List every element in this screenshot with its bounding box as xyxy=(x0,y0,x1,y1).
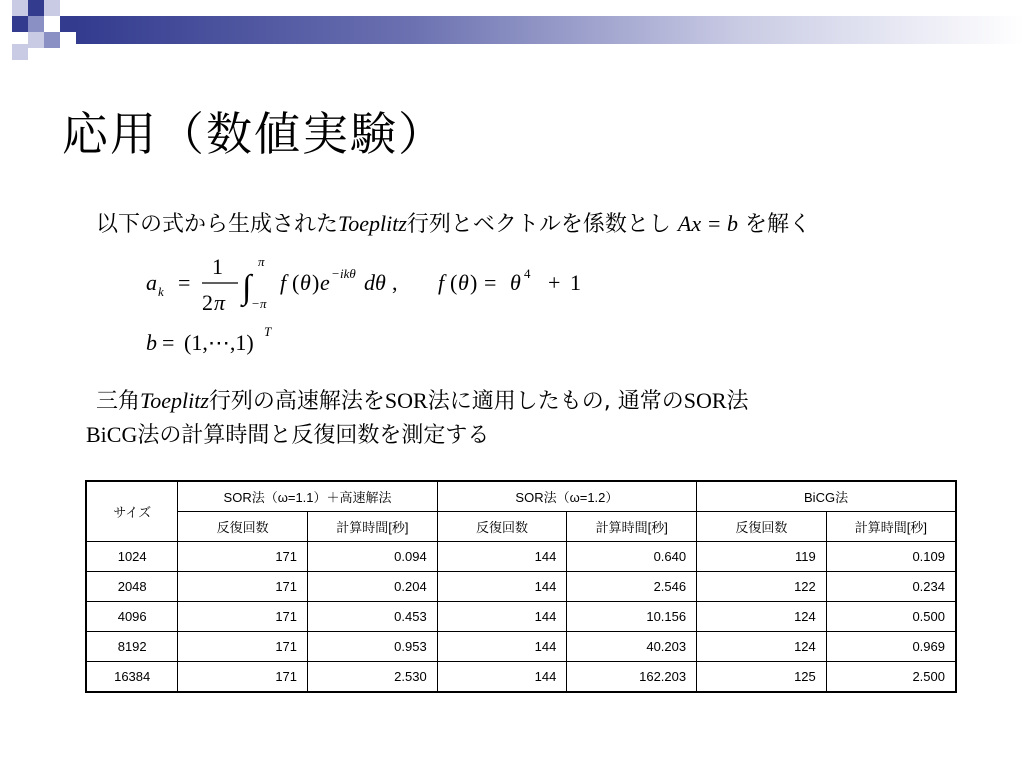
table-row xyxy=(86,662,956,693)
table-cell: 171 xyxy=(178,602,308,632)
table-cell: 2.530 xyxy=(308,662,438,693)
table-cell: 0.109 xyxy=(826,542,956,572)
svg-text:(1,⋯,1): (1,⋯,1) xyxy=(184,330,254,355)
deco-square xyxy=(44,0,60,16)
table-cell: 119 xyxy=(697,542,827,572)
table-cell: 0.453 xyxy=(308,602,438,632)
desc1-middle2: 法に適用したもの, 通常の xyxy=(427,389,684,414)
svg-text:dθ: dθ xyxy=(364,270,386,295)
table-cell: 122 xyxy=(697,572,827,602)
deco-square xyxy=(28,0,44,16)
svg-text:4: 4 xyxy=(524,266,531,281)
svg-text:ikθ: ikθ xyxy=(340,266,356,281)
table-cell: 0.204 xyxy=(308,572,438,602)
svg-text:π: π xyxy=(214,290,226,315)
sub-header: 計算時間[秒] xyxy=(826,512,956,542)
size-header: サイズ xyxy=(86,481,178,542)
desc1-middle: 行列の高速解法を xyxy=(208,389,385,414)
deco-square xyxy=(12,0,28,16)
sub-header: 反復回数 xyxy=(437,512,567,542)
intro-equation: Ax = b xyxy=(677,211,738,236)
formula-block xyxy=(146,252,706,362)
svg-text:−: − xyxy=(332,266,340,281)
desc1-suffix: 法 xyxy=(726,389,749,414)
table-cell: 124 xyxy=(697,602,827,632)
svg-text:π: π xyxy=(258,254,265,269)
table-cell: 10.156 xyxy=(567,602,697,632)
intro-line xyxy=(96,207,811,238)
table-cell: 144 xyxy=(437,632,567,662)
svg-text:θ: θ xyxy=(300,270,311,295)
table-row xyxy=(86,632,956,662)
formula-ak-symbol: a xyxy=(146,270,157,295)
table-cell: 0.969 xyxy=(826,632,956,662)
svg-text:k: k xyxy=(158,284,164,299)
group-header-bicg: BiCG法 xyxy=(697,481,956,512)
table-cell: 124 xyxy=(697,632,827,662)
svg-text:,: , xyxy=(392,270,398,295)
deco-square xyxy=(28,32,44,48)
svg-text:): ) xyxy=(312,270,320,295)
table-cell: 144 xyxy=(437,572,567,602)
table-cell: 0.953 xyxy=(308,632,438,662)
table-cell: 171 xyxy=(178,662,308,693)
table-row xyxy=(86,542,956,572)
desc2-bicg: BiCG xyxy=(86,422,138,447)
svg-text:(: ( xyxy=(450,270,458,295)
svg-text:e: e xyxy=(320,270,330,295)
table-cell: 171 xyxy=(178,632,308,662)
description-line-1 xyxy=(96,384,749,415)
svg-text:): ) xyxy=(470,270,478,295)
group-header-sor: SOR法（ω=1.2） xyxy=(437,481,696,512)
header-decoration xyxy=(0,0,1024,60)
sub-header: 計算時間[秒] xyxy=(567,512,697,542)
header-gradient-bar xyxy=(76,16,1024,44)
svg-text:−: − xyxy=(252,296,260,311)
intro-toeplitz: Toeplitz xyxy=(338,211,407,236)
deco-square xyxy=(28,16,44,32)
formula-b-symbol: b xyxy=(146,330,157,355)
table-cell: 0.640 xyxy=(567,542,697,572)
description-line-2 xyxy=(86,418,489,449)
table-cell: 171 xyxy=(178,542,308,572)
svg-text:T: T xyxy=(264,324,272,339)
table-cell: 2048 xyxy=(86,572,178,602)
table-cell: 171 xyxy=(178,572,308,602)
svg-text:f: f xyxy=(280,270,287,295)
svg-text:f: f xyxy=(438,270,445,295)
table-cell: 0.094 xyxy=(308,542,438,572)
table-cell: 40.203 xyxy=(567,632,697,662)
svg-text:1: 1 xyxy=(212,254,223,279)
deco-square xyxy=(60,16,76,32)
slide-title: 応用（数値実験） xyxy=(62,107,446,161)
desc1-prefix: 三角 xyxy=(96,389,141,414)
svg-text:θ: θ xyxy=(458,270,469,295)
intro-prefix: 以下の式から生成された xyxy=(96,212,339,237)
table-cell: 144 xyxy=(437,662,567,693)
results-table xyxy=(85,480,957,693)
table-cell: 4096 xyxy=(86,602,178,632)
table-row xyxy=(86,572,956,602)
group-header-sor-fast: SOR法（ω=1.1）＋高速解法 xyxy=(178,481,437,512)
desc2-suffix: 法の計算時間と反復回数を測定する xyxy=(137,423,490,448)
table-cell: 2.546 xyxy=(567,572,697,602)
table-cell: 0.234 xyxy=(826,572,956,602)
sub-header: 反復回数 xyxy=(178,512,308,542)
desc1-sor2: SOR xyxy=(683,388,727,413)
svg-text:π: π xyxy=(260,296,267,311)
svg-text:(: ( xyxy=(292,270,300,295)
table-cell: 8192 xyxy=(86,632,178,662)
svg-text:2: 2 xyxy=(202,290,213,315)
intro-suffix: を解く xyxy=(737,212,811,237)
table-cell: 144 xyxy=(437,542,567,572)
table-cell: 144 xyxy=(437,602,567,632)
deco-square xyxy=(12,16,28,32)
svg-text:1: 1 xyxy=(570,270,581,295)
table-cell: 2.500 xyxy=(826,662,956,693)
deco-square xyxy=(12,44,28,60)
deco-square xyxy=(44,32,60,48)
desc1-toeplitz: Toeplitz xyxy=(140,388,209,413)
table-cell: 162.203 xyxy=(567,662,697,693)
sub-header: 反復回数 xyxy=(697,512,827,542)
svg-text:=: = xyxy=(484,270,497,295)
desc1-sor1: SOR xyxy=(384,388,428,413)
svg-text:∫: ∫ xyxy=(242,269,252,306)
svg-text:=: = xyxy=(162,330,175,355)
svg-text:θ: θ xyxy=(510,270,521,295)
table-cell: 16384 xyxy=(86,662,178,693)
svg-text:+: + xyxy=(548,270,561,295)
table-row xyxy=(86,602,956,632)
svg-text:=: = xyxy=(178,270,191,295)
table-cell: 125 xyxy=(697,662,827,693)
table-cell: 0.500 xyxy=(826,602,956,632)
table-cell: 1024 xyxy=(86,542,178,572)
sub-header: 計算時間[秒] xyxy=(308,512,438,542)
intro-middle: 行列とベクトルを係数とし xyxy=(406,212,678,237)
